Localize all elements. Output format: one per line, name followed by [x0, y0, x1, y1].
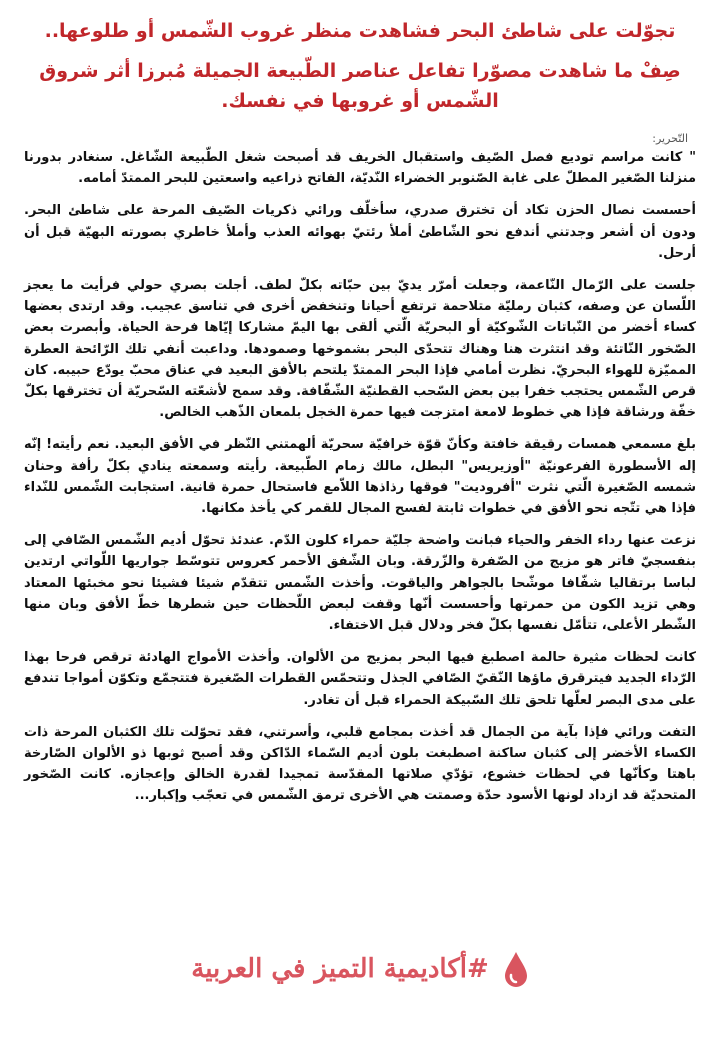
paragraph-5: نزعت عنها رداء الخفر والحياء فبانت واضحة جليّة حمراء كلون الدّم. عندئذ تحوّل أديم الشّمس الصّافي إلى بنفسجيّ فاتر هو مزيج من الصّفرة والزّرقة. وبان الشّفق الأحمر كعروس تتوسّط جواريها اللّواتي ارتدين لباسا برتقاليا شفّافا موشّحا بالجواهر والياقوت. وأخذت الشّمس تتقدّم شيئا فشيئا نحو مخبئها المعتاد وهي تزيد الكون من حمرتها وأحسست أنّها وقفت لبعض اللّحظات حين شطرها خطّ الأفق وبان منها الشّطر الأعلى، تتأمّل نفسها بكلّ فخر ودلال قبل الاختفاء.: [24, 533, 696, 634]
paragraph-1: " كانت مراسم توديع فصل الصّيف واستقبال الخريف قد أصبحت شغل الطّبيعة الشّاغل. سنغادر بدورنا منزلنا الصّغير المطلّ على غابة الصّنوبر الخضراء النّديّة، الفاتح ذراعيه واسعتين للبحر الممتدّ أمامه.: [24, 150, 696, 187]
paragraph-7: التفت ورائي فإذا بآية من الجمال قد أخذت بمجامع قلبي، وأسرتني، فقد تحوّلت تلك الكثبان المرحة ذات الكساء الأخضر إلى كثبان ساكنة اصطبغت بلون أديم السّماء الدّاكن وقد أصبح ثوبها ذو الألوان الصّارخة باهتا وكأنّها في لحظات خشوع، تؤدّي صلاتها المقدّسة تمجيدا لقدرة الخالق وإعجازه. كانت الصّخور المتحديّة قد ازداد لونها الأسود حدّة وصمتت هي الأخرى ترمق الشّمس في تعجّب وإكبار...: [24, 724, 696, 804]
paragraph-6: كانت لحظات مثيرة حالمة اصطبغ فيها البحر بمزيج من الألوان. وأخذت الأمواج الهادئة ترقص فرحا بهذا الرّداء الجديد فيترقرق ماؤها النّقيّ الصّافي الجذل وتتحمّس القطرات الصّغيرة فتتجمّع وتكوّن أمواجا تندفع على مدى البصر لعلّها تلحق تلك السّبيكة الحمراء قبل أن تغادر.: [24, 650, 696, 708]
paragraph-3: جلست على الرّمال النّاعمة، وجعلت أمرّر يديّ بين حبّاته بكلّ لطف. أجلت بصري حولي فرأيت ما يعجز اللّسان عن وصفه، كثبان رمليّة متلاحمة ترتفع أحيانا وتنخفض أخرى في تناسق عجيب. وقد ارتدى بعضها كساء أخضر من النّباتات الشّوكيّة أو البحريّة الّتي ألقى بها اليمّ مشاركا إيّاها فرحة الحياة. وأبصرت بعض الصّخور النّاتئة وقد انتثرت هنا وهناك تتحدّى البحر بشموخها وصمودها. وداعبت أنفي تلك الرّائحة العطرة المميّزة للهواء البحريّ. نظرت أمامي فإذا البحر الممتدّ يلتحم بالأفق البعيد في عناق محبّ يودّع حبيبه. كان قرص الشّمس يحتجب خفرا بين بعض السّحب القطنيّة الشّفّافة. وقد سمح لأشعّته السّحريّة أن تخترقها بكلّ خفّة ورشاقة فإذا هي خطوط لامعة امتزجت فيها حمرة الخجل بلمعان الذّهب الخالص.: [24, 278, 696, 421]
assignment-title-line2: صِفْ ما شاهدت مصوّرا تفاعل عناصر الطّبيعة الجميلة مُبرزا أثر شروق الشّمس أو غروبها في نفسك.: [39, 60, 681, 112]
paragraph-4: بلغ مسمعي همسات رقيقة خافتة وكأنّ قوّة خرافيّة سحريّة ألهمتني النّظر في الأفق البعيد. نعم رأيته! إنّه إله الأسطورة الفرعونيّة "أوزيريس" البطل، مالك زمام الطّبيعة. رأيته وسمعته ينادي بكلّ رأفة وحنان شمسه الصّغيرة الّتي نثرت "أفروديت" فوقها رذاذها اللاّمع فاستحال حمرة قانية. استجابت الشّمس للنّداء فإذا هي تتّجه نحو الأفق في خطوات ثابتة لفسح المجال للقمر كي يأخذ مكانها.: [24, 437, 696, 517]
footer-hashtag: #أكاديمية التميز في العربية: [191, 954, 489, 984]
footer-watermark: [0, 950, 720, 988]
assignment-title-line1: تجوّلت على شاطئ البحر فشاهدت منظر غروب الشّمس أو طلوعها..: [44, 20, 676, 42]
section-label: التّحرير:: [652, 132, 688, 145]
water-drop-icon: [503, 950, 529, 988]
paragraph-2: أحسست نصال الحزن تكاد أن تخترق صدري، سأخلّف ورائي ذكريات الصّيف المرحة على شاطئ البحر. ودون أن أشعر وجدتني أندفع نحو الشّاطئ أملأ رئتيّ بهوائه العذب وأملأ خاطري بصورته البهيّة قبل أن أرحل.: [24, 203, 696, 261]
